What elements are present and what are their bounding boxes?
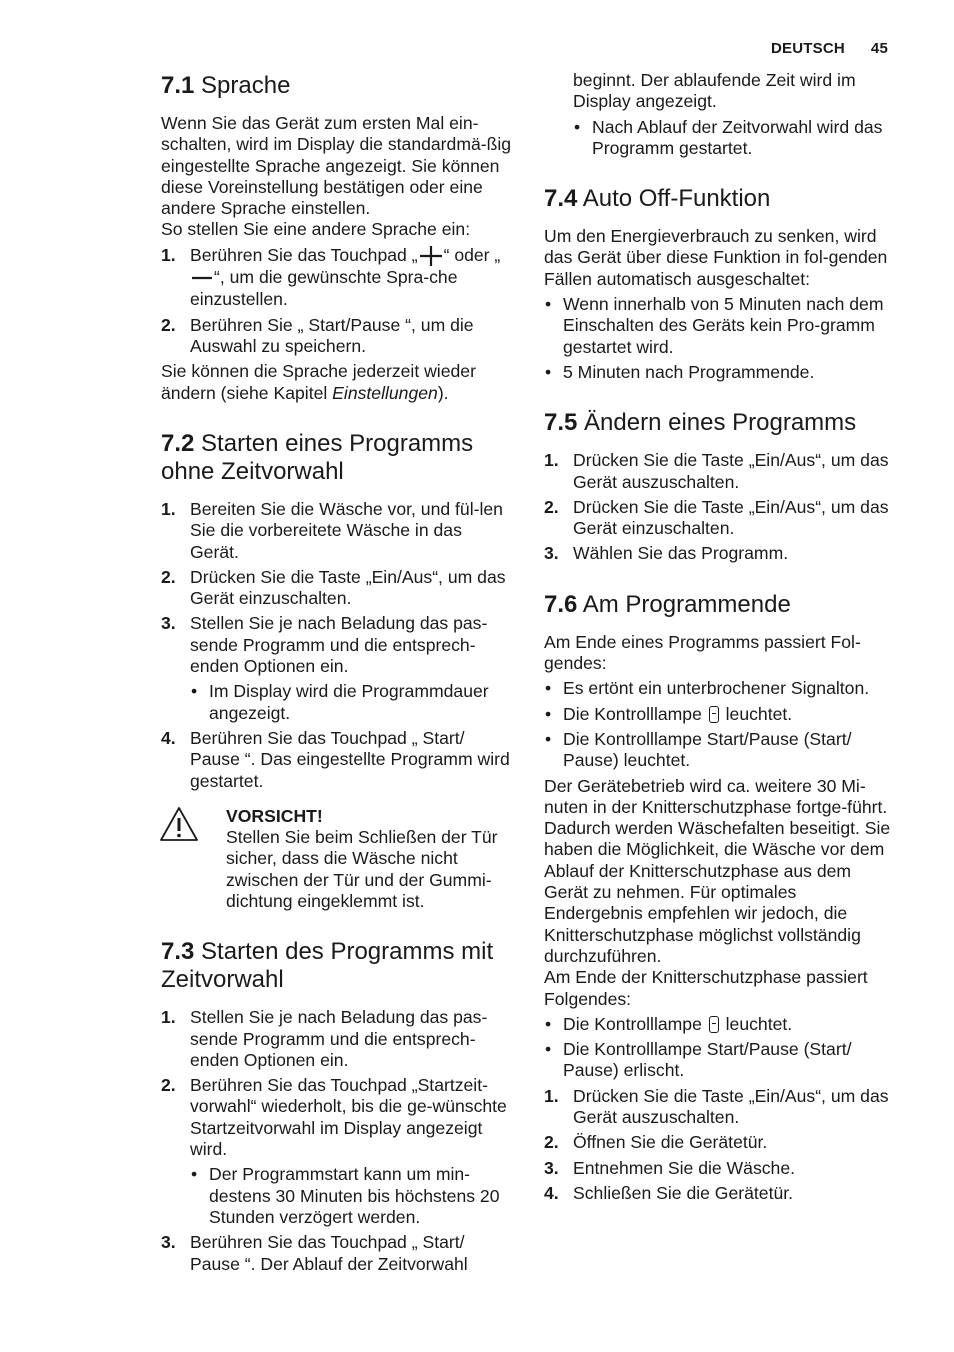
step-number: 1.	[544, 450, 559, 471]
list-item	[161, 245, 513, 311]
section-7-1-intro2: So stellen Sie eine andere Sprache ein:	[161, 219, 471, 240]
page-header	[771, 38, 888, 59]
section-7-6-para3: Am Ende der Knitterschutzphase passiert Folgendes:	[544, 967, 868, 1009]
section-number: 7.2	[161, 429, 195, 457]
section-title: Ändern eines Programms	[584, 409, 857, 437]
section-title: Auto Off-Funktion	[582, 185, 771, 213]
section-7-6-para1: Der Gerätebetrieb wird ca. weitere 30 Mi-nuten in der Knitterschutzphase fortge-führt.	[544, 775, 888, 817]
list-item	[161, 1232, 513, 1275]
step-text: Drücken Sie die Taste „Ein/Aus“, um das Gerät auszuschalten.	[573, 450, 889, 492]
list-item	[544, 450, 896, 493]
section-title: Sprache	[201, 72, 291, 99]
list-item: • Der Programmstart kann um min-destens 30 Minuten bis höchstens 20 Stunden verzögert werden.	[190, 1164, 513, 1228]
section-7-6-bullets-2	[544, 1014, 896, 1082]
bullet-text: leuchtet.	[720, 703, 793, 724]
bullet-text: Die Kontrolllampe	[563, 1013, 707, 1034]
list-item	[161, 1075, 513, 1160]
list-item: • Nach Ablauf der Zeitvorwahl wird das Programm gestartet.	[573, 117, 896, 160]
step-text: Öffnen Sie die Gerätetür.	[573, 1132, 768, 1153]
section-7-5-steps	[544, 450, 896, 564]
warning-box	[161, 806, 513, 912]
step-text: “ oder „	[443, 244, 501, 265]
section-7-5-heading	[544, 409, 896, 437]
list-item	[544, 1132, 896, 1153]
outro-text: Sie können die Sprache jederzeit wieder ändern (siehe Kapitel	[161, 361, 476, 403]
step-number: 1.	[544, 1085, 559, 1106]
bullet-text: leuchtet.	[720, 1013, 793, 1034]
list-item: • 5 Minuten nach Programmende.	[544, 362, 896, 383]
section-7-4-bullets	[544, 294, 896, 383]
section-title: Am Programmende	[582, 590, 791, 618]
step-text: Wählen Sie das Programm.	[573, 543, 789, 564]
section-number: 7.5	[544, 409, 578, 437]
section-7-1-outro	[161, 361, 513, 404]
list-item	[161, 613, 513, 677]
step-number: 2.	[161, 314, 176, 335]
step-number: 2.	[161, 566, 176, 587]
step-text: Bereiten Sie die Wäsche vor, und fül-len Sie die vorbereitete Wäsche in das Gerät.	[190, 498, 503, 562]
list-item	[544, 704, 896, 725]
section-number: 7.3	[161, 938, 195, 966]
list-item: • Wenn innerhalb von 5 Minuten nach dem Einschalten des Geräts kein Pro-gramm gestartet wird.	[544, 294, 896, 358]
step-number: 1.	[161, 498, 176, 519]
step-text: Drücken Sie die Taste „Ein/Aus“, um das Gerät auszuschalten.	[573, 1085, 889, 1127]
warning-text: Stellen Sie beim Schließen der Tür sicher, dass die Wäsche nicht zwischen der Tür und der Gummi-dichtung eingeklemmt ist.	[226, 827, 498, 911]
left-column	[161, 70, 513, 1279]
sub-bullet-list	[190, 1164, 513, 1228]
step-number: 3.	[544, 543, 559, 564]
header-language: DEUTSCH	[771, 40, 845, 57]
door-lock-lamp-icon	[709, 706, 719, 723]
list-item: • Im Display wird die Programmdauer angezeigt.	[190, 681, 513, 724]
list-item	[161, 1007, 513, 1071]
sub-bullet-list	[190, 681, 513, 724]
page-number: 45	[870, 40, 888, 57]
section-7-3-continued: beginnt. Der ablaufende Zeit wird im Display angezeigt.	[573, 70, 856, 112]
step-text: “, um die gewünschte Spra-che einzustellen.	[190, 267, 458, 310]
list-item	[544, 1086, 896, 1129]
list-item	[544, 1014, 896, 1035]
step-number: 3.	[161, 1232, 176, 1253]
step-number: 2.	[544, 496, 559, 517]
section-7-6-steps	[544, 1086, 896, 1204]
step-text: Drücken Sie die Taste „Ein/Aus“, um das Gerät einzuschalten.	[190, 566, 506, 609]
section-7-2-steps	[161, 499, 513, 677]
section-7-4-intro: Um den Energieverbrauch zu senken, wird das Gerät über diese Funktion in fol-genden Fällen automatisch ausgeschaltet:	[544, 226, 888, 289]
step-text: Berühren Sie das Touchpad „Startzeit-vorwahl“ wiederholt, bis die ge-wünschte Startzeitvorwahl im Display angezeigt wird.	[190, 1075, 507, 1160]
door-lock-lamp-icon	[709, 1016, 719, 1033]
step-text: Schließen Sie die Gerätetür.	[573, 1182, 794, 1203]
list-item: • Die Kontrolllampe Start/Pause (Start/ Pause) erlischt.	[544, 1039, 896, 1082]
step-number: 2.	[161, 1075, 176, 1096]
section-7-6-para2: Dadurch werden Wäschefalten beseitigt. Sie haben die Möglichkeit, die Wäsche vor dem Ablauf der Knitterschutzphase aus dem Gerät zu nehmen. Für optimales Endergebnis empfehlen wir jedoch, die Knitterschutzphase möglichst vollständig durchzuführen.	[544, 818, 891, 966]
section-title: Starten eines Programms ohne Zeitvorwahl	[161, 429, 474, 485]
warning-title: VORSICHT!	[226, 805, 323, 826]
sub-bullet-list	[573, 117, 896, 160]
section-7-6-heading	[544, 591, 896, 619]
section-7-1-intro: Wenn Sie das Gerät zum ersten Mal ein-schalten, wird im Display die standardmä-ßig eingestellte Sprache angezeigt. Sie können diese Voreinstellung bestätigen oder eine andere Sprache einstellen.	[161, 113, 512, 219]
step-number: 3.	[544, 1157, 559, 1178]
section-number: 7.1	[161, 72, 195, 99]
section-number: 7.4	[544, 185, 578, 213]
list-item	[544, 497, 896, 540]
list-item	[161, 567, 513, 610]
step-text: Stellen Sie je nach Beladung das pas-sende Programm und die entsprech-enden Optionen ein.	[190, 613, 488, 677]
plus-icon	[418, 245, 444, 267]
step-text: Berühren Sie das Touchpad „ Start/ Pause “. Der Ablauf der Zeitvorwahl	[190, 1232, 468, 1274]
step-text: Drücken Sie die Taste „Ein/Aus“, um das Gerät einzuschalten.	[573, 496, 889, 539]
step-number: 4.	[544, 1182, 559, 1203]
step-number: 1.	[161, 244, 176, 265]
list-item	[544, 1183, 896, 1204]
list-item	[161, 499, 513, 563]
step-text: Berühren Sie das Touchpad „ Start/ Pause “. Das eingestellte Programm wird gestartet.	[190, 727, 510, 791]
list-item	[161, 728, 513, 792]
right-column	[544, 70, 896, 1208]
section-7-2-steps-cont	[161, 728, 513, 792]
section-7-6-intro: Am Ende eines Programms passiert Fol-gendes:	[544, 631, 861, 674]
section-7-4-heading	[544, 185, 896, 213]
list-item: • Es ertönt ein unterbrochener Signalton.	[544, 678, 896, 699]
list-item	[544, 543, 896, 564]
step-number: 3.	[161, 613, 176, 634]
section-7-3-steps	[161, 1007, 513, 1160]
step-number: 4.	[161, 727, 176, 748]
step-text: Entnehmen Sie die Wäsche.	[573, 1157, 796, 1178]
list-item: • Die Kontrolllampe Start/Pause (Start/ Pause) leuchtet.	[544, 729, 896, 772]
section-7-6-bullets	[544, 678, 896, 771]
list-item	[161, 315, 513, 358]
section-title: Starten des Programms mit Zeitvorwahl	[161, 938, 494, 994]
section-number: 7.6	[544, 590, 578, 618]
section-7-2-heading	[161, 430, 513, 486]
chapter-reference: Einstellungen	[332, 382, 438, 403]
step-number: 2.	[544, 1132, 559, 1153]
section-7-3-steps-cont	[161, 1232, 513, 1275]
step-number: 1.	[161, 1007, 176, 1028]
list-item	[544, 1158, 896, 1179]
warning-icon	[159, 806, 199, 842]
minus-icon	[190, 267, 214, 289]
bullet-text: Die Kontrolllampe	[563, 703, 707, 724]
section-7-3-heading	[161, 938, 513, 994]
step-text: Berühren Sie das Touchpad „	[190, 244, 418, 265]
section-7-1-heading	[161, 72, 513, 100]
outro-text: ).	[437, 382, 449, 403]
step-text: Berühren Sie „ Start/Pause “, um die Auswahl zu speichern.	[190, 314, 474, 357]
section-7-1-steps	[161, 245, 513, 358]
step-text: Stellen Sie je nach Beladung das pas-sende Programm und die entsprech-enden Optionen ein.	[190, 1007, 488, 1070]
